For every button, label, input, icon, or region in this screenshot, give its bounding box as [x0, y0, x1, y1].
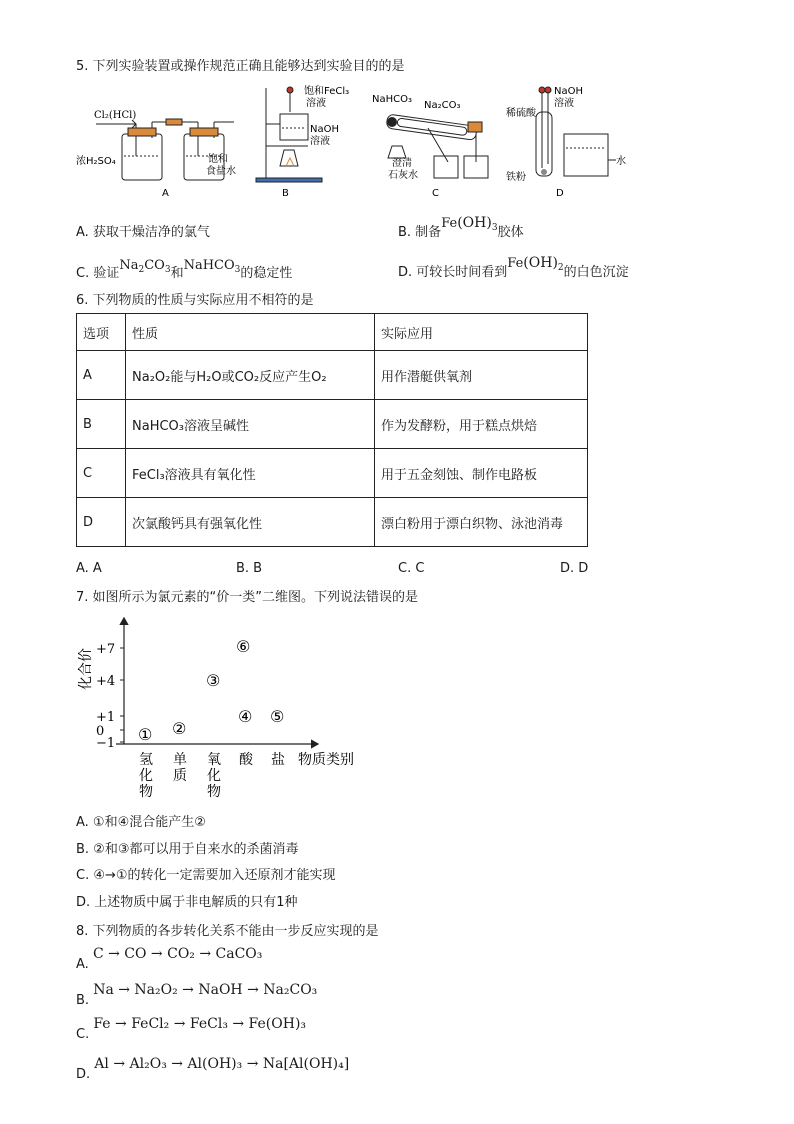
- q8-option-b: [76, 982, 318, 1008]
- q5-option-b-formula: $Fe(OH)_3$: [441, 215, 498, 233]
- q5-option-c: [76, 254, 293, 281]
- q6-choice-b: B. B: [236, 561, 263, 576]
- point-marker: ⑥: [236, 637, 251, 656]
- q5-option-b: [398, 212, 524, 240]
- x-category-label: 氧: [207, 752, 221, 768]
- point-marker: ①: [138, 725, 153, 744]
- q8-option-b-label: B.: [76, 993, 90, 1008]
- y-tick-label: 0: [96, 724, 105, 739]
- fig-d-caption: D: [556, 188, 564, 199]
- q7-option-c: C. ④→①的转化一定需要加入还原剂才能实现: [76, 868, 336, 883]
- q5-option-c-formula-2: NaHCO$_3$: [183, 258, 241, 275]
- fig-d-label-solution: 溶液: [554, 98, 574, 109]
- fig-c-caption: C: [432, 188, 439, 199]
- q6-table-header: [77, 314, 588, 351]
- fig-a-caption: A: [162, 188, 169, 199]
- x-category-label: 盐: [271, 752, 285, 768]
- y-tick-label: +1: [96, 710, 116, 725]
- q5-option-d-prefix: D. 可较长时间看到: [398, 265, 508, 280]
- q5-option-c-suffix: 的稳定性: [240, 266, 293, 281]
- point-marker: ②: [172, 719, 187, 738]
- q5-option-d: [398, 252, 629, 280]
- fig-c-label-2: Na₂CO₃: [424, 100, 461, 111]
- q8-option-d-expression: Al → Al₂O₃ → Al(OH)₃ → Na[Al(OH)₄]: [94, 1056, 350, 1072]
- q6-row-a-property: Na₂O₂能与H₂O或CO₂反应产生O₂: [126, 351, 375, 400]
- fig-c-label-1: NaHCO₃: [372, 94, 412, 105]
- fig-a-right-label-1: 饱和: [208, 154, 228, 165]
- q6-header-option: 选项: [77, 314, 126, 351]
- q8-option-d-label: D.: [76, 1067, 91, 1082]
- table-row: [77, 449, 588, 498]
- q6-choice-d: D. D: [560, 561, 589, 576]
- q5-option-b-prefix: B. 制备: [398, 225, 442, 240]
- q8-option-a-expression: C → CO → CO₂ → CaCO₃: [92, 946, 263, 962]
- fig-b-top-label-1: 饱和FeCl₃: [304, 86, 350, 97]
- q5-figure-c: [368, 84, 498, 200]
- fig-b-caption: B: [282, 188, 289, 199]
- fig-a-right-label-2: 食盐水: [206, 166, 236, 177]
- y-tick-label: +7: [96, 642, 116, 657]
- x-category-label: 单: [173, 752, 187, 768]
- q6-header-application: 实际应用: [375, 314, 588, 351]
- point-marker: ④: [238, 707, 253, 726]
- q7-option-b: B. ②和③都可以用于自来水的杀菌消毒: [76, 842, 299, 857]
- fig-d-label-water: 水: [616, 156, 626, 167]
- q6-row-b-option: B: [77, 400, 126, 449]
- x-category-label: 物: [139, 784, 153, 800]
- q6-row-d-property: 次氯酸钙具有强氧化性: [126, 498, 375, 547]
- q6-row-d-application: 漂白粉用于漂白织物、泳池消毒: [375, 498, 588, 547]
- q5-option-a: A. 获取干燥洁净的氯气: [76, 225, 210, 240]
- q6-row-d-option: D: [77, 498, 126, 547]
- q8-option-c-label: C.: [76, 1027, 90, 1042]
- q5-figure-d: [506, 84, 636, 200]
- fig-a-gas-label: Cl₂(HCl): [94, 110, 137, 121]
- q8-stem: 8. 下列物质的各步转化关系不能由一步反应实现的是: [76, 924, 379, 939]
- y-axis-label: 化合价: [78, 648, 94, 690]
- table-row: [77, 498, 588, 547]
- x-category-label: 化: [139, 768, 153, 784]
- fig-b-side-label-1: NaOH: [310, 124, 339, 135]
- q6-row-b-property: NaHCO₃溶液呈碱性: [126, 400, 375, 449]
- q7-stem: 7. 如图所示为氯元素的“价一类”二维图。下列说法错误的是: [76, 590, 419, 605]
- fig-b-top-label-2: 溶液: [306, 98, 326, 109]
- x-axis-label: 物质类别: [298, 752, 354, 768]
- fig-d-label-iron: 铁粉: [506, 172, 526, 183]
- x-category-label: 酸: [239, 752, 253, 768]
- x-category-label: 质: [173, 768, 187, 784]
- q6-row-c-option: C: [77, 449, 126, 498]
- q7-valence-diagram: [76, 612, 376, 804]
- x-category-label: 化: [207, 768, 221, 784]
- y-tick-label: +4: [96, 674, 116, 689]
- x-category-label: 氢: [139, 752, 153, 768]
- q8-option-a-label: A.: [76, 957, 89, 972]
- point-marker: ③: [206, 671, 221, 690]
- table-row: [77, 400, 588, 449]
- q7-option-d: D. 上述物质中属于非电解质的只有1种: [76, 895, 298, 910]
- q6-row-a-option: A: [77, 351, 126, 400]
- fig-a-left-label: 浓H₂SO₄: [76, 156, 116, 167]
- q6-row-c-property: FeCl₃溶液具有氧化性: [126, 449, 375, 498]
- q8-option-c: [76, 1016, 307, 1042]
- q5-figure-a: [74, 84, 254, 200]
- q6-stem: 6. 下列物质的性质与实际应用不相符的是: [76, 293, 314, 308]
- q5-option-b-suffix: 胶体: [497, 225, 524, 240]
- fig-d-label-acid: 稀硫酸: [506, 108, 536, 119]
- x-category-label: 物: [207, 784, 221, 800]
- q5-option-d-formula: $Fe(OH)_2$: [507, 255, 564, 273]
- fig-c-bottom-label-2: 石灰水: [388, 170, 418, 181]
- y-tick-label: −1: [96, 736, 116, 751]
- fig-c-bottom-label-1: 澄清: [392, 158, 412, 169]
- fig-d-label-naoh: NaOH: [554, 86, 583, 97]
- q5-stem: 5. 下列实验装置或操作规范正确且能够达到实验目的的是: [76, 59, 405, 74]
- q6-row-b-application: 作为发酵粉，用于糕点烘焙: [375, 400, 588, 449]
- q6-row-a-application: 用作潜艇供氧剂: [375, 351, 588, 400]
- q7-option-a: A. ①和④混合能产生②: [76, 815, 206, 830]
- q5-option-c-formula-1: $Na_2CO_3$: [119, 258, 171, 275]
- q6-row-c-application: 用于五金刻蚀、制作电路板: [375, 449, 588, 498]
- table-row: [77, 351, 588, 400]
- q8-option-c-expression: Fe → FeCl₂ → FeCl₃ → Fe(OH)₃: [93, 1016, 307, 1032]
- q5-option-c-prefix: C. 验证: [76, 266, 120, 281]
- q8-option-d: [76, 1056, 350, 1082]
- q6-choice-c: C. C: [398, 561, 425, 576]
- q8-option-a: [76, 946, 263, 972]
- q6-choice-a: A. A: [76, 561, 102, 576]
- fig-b-side-label-2: 溶液: [310, 136, 330, 147]
- q5-option-d-suffix: 的白色沉淀: [563, 265, 629, 280]
- q5-option-c-and: 和: [170, 266, 184, 281]
- point-marker: ⑤: [270, 707, 285, 726]
- q8-option-b-expression: Na → Na₂O₂ → NaOH → Na₂CO₃: [93, 982, 318, 998]
- q6-header-property: 性质: [126, 314, 375, 351]
- q6-table: [76, 313, 588, 547]
- q5-figure-b: [252, 84, 352, 200]
